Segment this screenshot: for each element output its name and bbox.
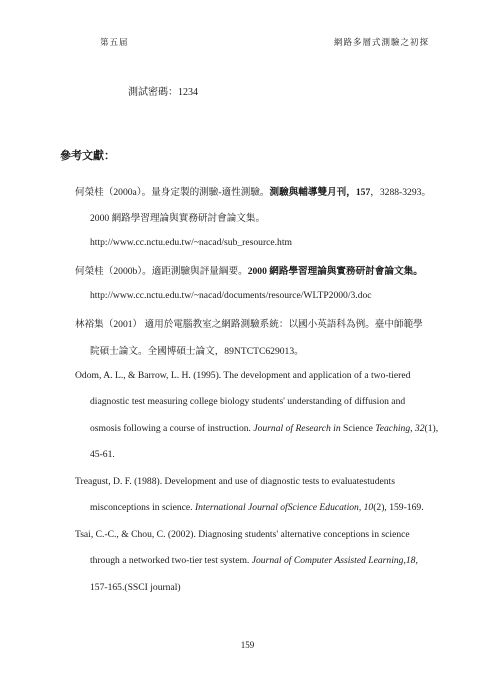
running-header-right: 網路多層式測驗之初探 [333,37,429,47]
test-password-line: 測試密碼：1234 [128,87,198,98]
ref-5-line-1: Treagust, D. F. (1988). Development and use of diagnostic tests to evaluatestudents [75,476,395,487]
ref-6-line-2 [90,555,418,566]
ref-4-journal: Journal of Research in [253,423,341,434]
ref-4-journal-volume: Teaching, 32 [375,423,425,434]
references-heading: 參考文獻： [60,150,115,162]
ref-6-text: through a networked two-tier test system. [90,555,252,566]
ref-4-issue: (1), [424,423,439,434]
ref-1-volume: ，157 [346,187,371,198]
ref-5-text: misconceptions in science. [90,502,195,513]
ref-4-line-1: Odom, A. L., & Barrow, L. H. (1995). The development and application of a two-tiered [75,370,411,381]
ref-4-text: osmosis following a course of instruction. [90,423,254,434]
ref-1-url: http://www.cc.nctu.edu.tw/~nacad/sub_resource.htm [90,237,292,248]
ref-6-journal: Journal of Computer Assisted Learning,18, [251,555,418,566]
ref-4-pages: 45-61. [90,449,115,460]
ref-4-line-3 [90,423,438,434]
ref-5-line-2 [90,502,424,513]
ref-6-pages: 157-165.(SSCI journal) [90,582,181,593]
ref-1-journal: 測驗與輔導雙月刊 [269,187,347,198]
running-header-left: 第五届 [100,37,129,47]
ref-1-line-1 [75,184,431,198]
ref-2-line-1 [75,263,423,277]
ref-3-line-1: 林裕集（2001） 適用於電腦教室之網路測驗系統：以國小英語科為例。臺中師範學 [75,319,423,330]
ref-2-url: http://www.cc.nctu.edu.tw/~nacad/documents/resource/WLTP2000/3.doc [90,290,372,301]
ref-4-line-2: diagnostic test measuring college biology students' understanding of diffusion and [90,396,406,407]
ref-1-text: 何榮桂（2000a）。量身定製的測驗-適性測驗。 [75,187,270,198]
ref-6-line-1: Tsai, C.-C., & Chou, C. (2002). Diagnosing students' alternative conceptions in science [75,529,410,540]
ref-2-text: 何榮桂（2000b）。適距測驗與評量綱要。 [75,266,248,277]
ref-3-line-2: 院碩士論文。全國博碩士論文，89NTCTC629013。 [90,346,304,357]
ref-5-journal: International Journal ofScience Education, 10 [194,502,374,513]
ref-2-proceedings: 2000 網路學習理論與實務研討會論文集 [247,266,414,277]
ref-5-pages: (2), 159-169. [373,502,424,513]
ref-1-line-2: 2000 網路學習理論與實務研討會論文集。 [90,213,266,224]
page-number: 159 [240,640,255,650]
ref-1-pages: ，3288-3293。 [370,187,432,198]
ref-4-journal-cont: Science [340,423,376,434]
ref-2-punct: 。 [413,266,423,277]
